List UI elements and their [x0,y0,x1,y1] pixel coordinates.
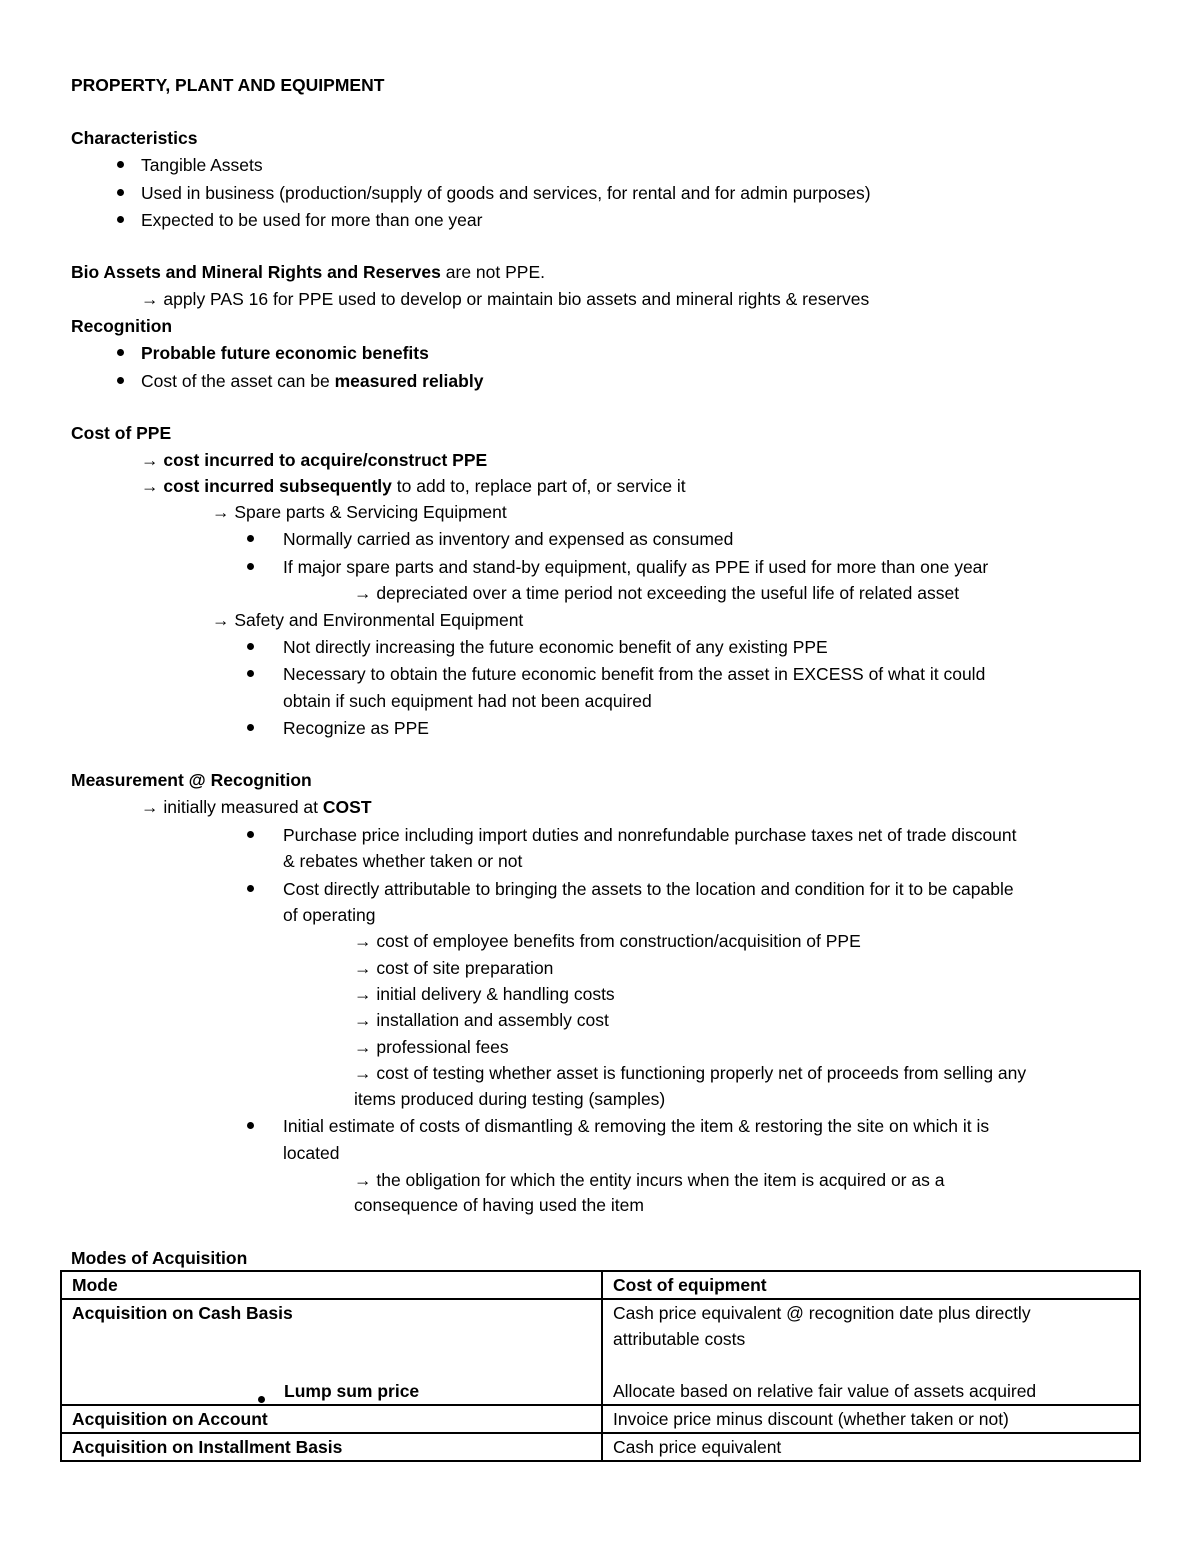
table-header-cost: Cost of equipment [602,1271,1140,1299]
list-item: Recognize as PPE [283,718,429,738]
list-item: Purchase price including import duties and nonrefundable purchase taxes net of trade discount [283,825,1017,845]
bullet-icon [247,831,254,838]
arrow-icon: → [141,476,164,496]
recognition-item2-bold: measured reliably [334,371,484,391]
mode-cash-basis: Acquisition on Cash Basis [72,1303,293,1323]
list-item-continued: & rebates whether taken or not [283,851,523,871]
cell-content [613,1300,1129,1404]
mode-lump-sum: Lump sum price [284,1381,420,1401]
list-item-continued: obtain if such equipment had not been acquired [283,691,652,711]
recognition-item2-text: Cost of the asset can be [141,371,335,391]
bio-assets-bold: Bio Assets and Mineral Rights and Reserves [71,262,441,282]
sub-item: → installation and assembly cost [354,1010,609,1030]
cost-line-2-rest: to add to, replace part of, or service it [391,476,686,496]
bullet-icon [247,1122,254,1129]
list-item: Necessary to obtain the future economic benefit from the asset in EXCESS of what it could [283,664,986,684]
sub-item: → professional fees [354,1037,509,1057]
arrow-icon: → [141,450,164,470]
bullet-icon [247,885,254,892]
modes-table [60,1270,1141,1462]
table-header-mode: Mode [61,1271,602,1299]
list-item: Expected to be used for more than one year [141,210,483,230]
bullet-icon [117,189,124,196]
cost-line-2 [141,476,686,496]
list-item: If major spare parts and stand-by equipment, qualify as PPE if used for more than one year [283,557,989,577]
cost-line-2-bold: cost incurred subsequently [163,476,392,496]
characteristics-heading: Characteristics [71,128,198,148]
sub-item: → cost of testing whether asset is functioning properly net of proceeds from selling any [354,1063,1027,1083]
cost-installment: Cash price equivalent [602,1433,1140,1461]
bullet-icon [258,1396,265,1403]
bio-assets-note: → apply PAS 16 for PPE used to develop or maintain bio assets and mineral rights & reserves [141,289,870,309]
list-item: Not directly increasing the future economic benefit of any existing PPE [283,637,828,657]
table-header-row [61,1271,1140,1299]
cost-cash-basis-line2: attributable costs [613,1329,746,1349]
page-title: PROPERTY, PLANT AND EQUIPMENT [71,75,385,95]
sub-item-continued: consequence of having used the item [354,1195,644,1215]
modes-heading: Modes of Acquisition [71,1248,248,1268]
list-item: Normally carried as inventory and expensed as consumed [283,529,734,549]
table-cell-mode [61,1299,602,1405]
list-item-continued: of operating [283,905,376,925]
bullet-icon [117,161,124,168]
bio-assets-rest: are not PPE. [440,262,545,282]
table-cell-cost [602,1299,1140,1405]
list-item: Cost directly attributable to bringing the assets to the location and condition for it to be capable [283,879,1014,899]
table-row [61,1433,1140,1461]
measurement-initial-text: → initially measured at [141,797,323,817]
bullet-icon [247,563,254,570]
measurement-heading: Measurement @ Recognition [71,770,312,790]
cost-line-1-bold: cost incurred to acquire/construct PPE [163,450,488,470]
measurement-initial [141,797,372,817]
spare-parts-subnote: → depreciated over a time period not exceeding the useful life of related asset [354,583,960,603]
bullet-icon [247,724,254,731]
bullet-icon [117,349,124,356]
cost-on-account: Invoice price minus discount (whether taken or not) [602,1405,1140,1433]
list-item: Initial estimate of costs of dismantling & removing the item & restoring the site on which it is [283,1116,990,1136]
bullet-icon [247,535,254,542]
bullet-icon [117,377,124,384]
list-item-continued: located [283,1143,340,1163]
bio-assets-line [71,262,545,282]
list-item: Used in business (production/supply of goods and services, for rental and for admin purposes) [141,183,871,203]
list-item: Probable future economic benefits [141,343,429,363]
sub-item: → the obligation for which the entity incurs when the item is acquired or as a [354,1170,945,1190]
measurement-initial-bold: COST [322,797,372,817]
cost-lump-sum: Allocate based on relative fair value of assets acquired [613,1381,1037,1401]
spare-parts-heading: → Spare parts & Servicing Equipment [212,502,507,522]
cost-cash-basis-line1: Cash price equivalent @ recognition date plus directly [613,1303,1031,1323]
cell-content [72,1300,591,1404]
list-item: Tangible Assets [141,155,263,175]
sub-item: → cost of site preparation [354,958,554,978]
table-row [61,1299,1140,1405]
cost-heading: Cost of PPE [71,423,172,443]
cost-line-1 [141,450,487,470]
bullet-icon [117,216,124,223]
list-item [141,371,483,391]
table-row [61,1405,1140,1433]
safety-heading: → Safety and Environmental Equipment [212,610,524,630]
mode-installment: Acquisition on Installment Basis [61,1433,602,1461]
recognition-heading: Recognition [71,316,173,336]
sub-item-continued: items produced during testing (samples) [354,1089,666,1109]
sub-item: → cost of employee benefits from construction/acquisition of PPE [354,931,861,951]
mode-on-account: Acquisition on Account [61,1405,602,1433]
bullet-icon [247,670,254,677]
sub-item: → initial delivery & handling costs [354,984,615,1004]
bullet-icon [247,643,254,650]
